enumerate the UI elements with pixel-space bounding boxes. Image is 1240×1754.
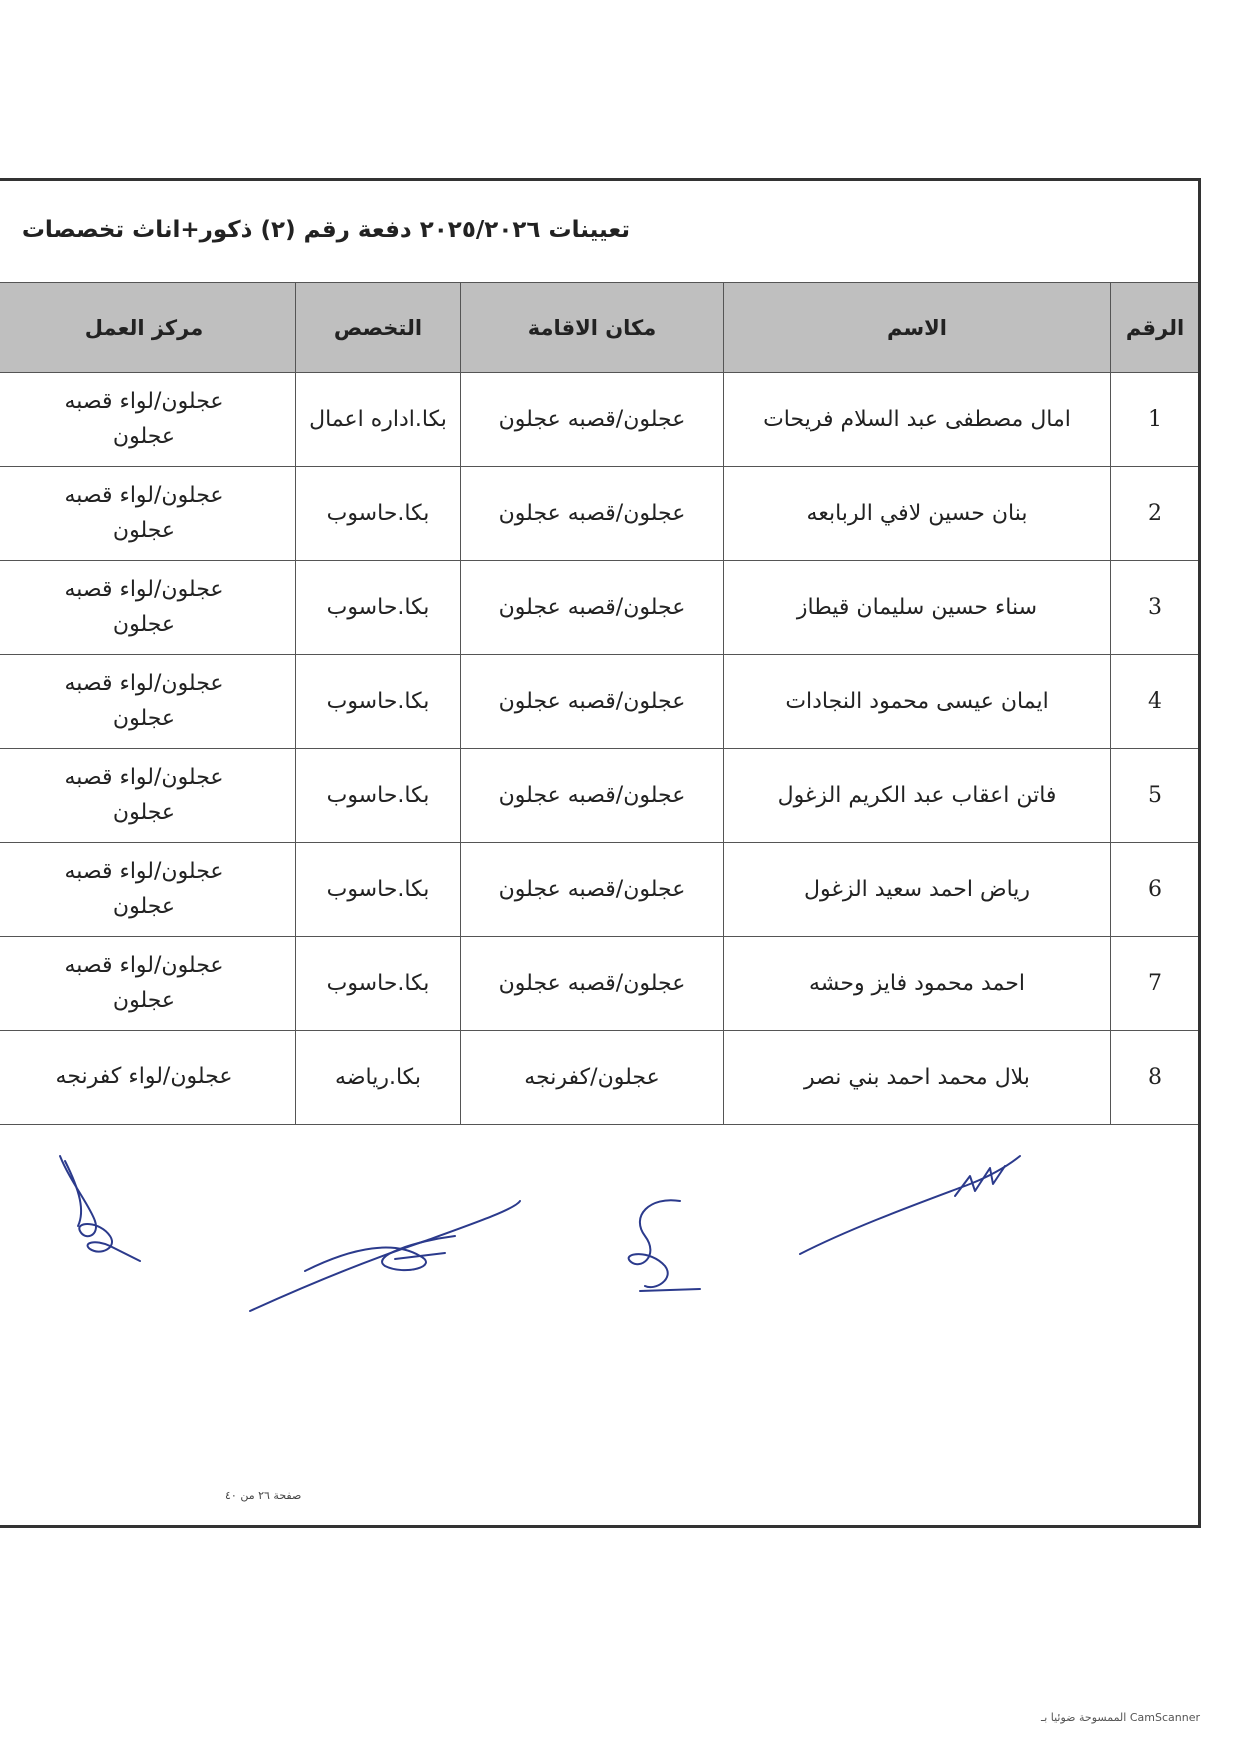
work-center-line1: عجلون/لواء قصبه xyxy=(64,483,224,509)
row-number: 6 xyxy=(1111,843,1200,937)
row-number: 8 xyxy=(1111,1031,1200,1125)
row-specialization: بكا.حاسوب xyxy=(296,467,461,561)
row-name: احمد محمود فايز وحشه xyxy=(724,937,1111,1031)
row-residence: عجلون/قصبه عجلون xyxy=(461,655,724,749)
row-residence: عجلون/قصبه عجلون xyxy=(461,373,724,467)
row-work-center xyxy=(0,749,296,843)
work-center-line2: عجلون xyxy=(112,799,176,825)
header-name: الاسم xyxy=(724,283,1111,373)
work-center-line1: عجلون/لواء قصبه xyxy=(64,953,224,979)
row-residence: عجلون/قصبه عجلون xyxy=(461,843,724,937)
table-row xyxy=(0,373,1200,467)
row-residence: عجلون/قصبه عجلون xyxy=(461,937,724,1031)
work-center-line1: عجلون/لواء قصبه xyxy=(64,671,224,697)
row-name: فاتن اعقاب عبد الكريم الزغول xyxy=(724,749,1111,843)
table-header-row xyxy=(0,283,1200,373)
header-work-center: مركز العمل xyxy=(0,283,296,373)
row-name: بلال محمد احمد بني نصر xyxy=(724,1031,1111,1125)
signature-1-icon xyxy=(40,1151,160,1271)
work-center-line2: عجلون xyxy=(112,517,176,543)
header-number: الرقم xyxy=(1111,283,1200,373)
work-center-line1: عجلون/لواء قصبه xyxy=(64,859,224,885)
row-number: 5 xyxy=(1111,749,1200,843)
row-name: بنان حسين لافي الربابعه xyxy=(724,467,1111,561)
table-row xyxy=(0,937,1200,1031)
document-title: تعيينات ٢٠٢٥/٢٠٢٦ دفعة رقم (٢) ذكور+اناث تخصصات xyxy=(21,217,630,243)
row-work-center xyxy=(0,655,296,749)
work-center-line1: عجلون/لواء قصبه xyxy=(64,577,224,603)
row-work-center xyxy=(0,467,296,561)
row-residence: عجلون/قصبه عجلون xyxy=(461,749,724,843)
row-name: سناء حسين سليمان قيطاز xyxy=(724,561,1111,655)
row-name: امال مصطفى عبد السلام فريحات xyxy=(724,373,1111,467)
table-row xyxy=(0,561,1200,655)
table-row xyxy=(0,1031,1200,1125)
page-number: صفحة ٢٦ من ٤٠ xyxy=(225,1489,302,1502)
row-work-center xyxy=(0,937,296,1031)
row-specialization: بكا.حاسوب xyxy=(296,843,461,937)
work-center-line2: عجلون xyxy=(112,611,176,637)
appointments-table xyxy=(0,282,1200,1125)
row-number: 4 xyxy=(1111,655,1200,749)
row-number: 7 xyxy=(1111,937,1200,1031)
row-name: رياض احمد سعيد الزغول xyxy=(724,843,1111,937)
row-work-center xyxy=(0,1031,296,1125)
scanner-watermark: CamScanner الممسوحة ضوئيا بـ xyxy=(1040,1711,1200,1724)
work-center-line2: عجلون xyxy=(112,423,176,449)
row-specialization: بكا.حاسوب xyxy=(296,655,461,749)
row-number: 2 xyxy=(1111,467,1200,561)
work-center-line1: عجلون/لواء قصبه xyxy=(64,765,224,791)
row-work-center xyxy=(0,561,296,655)
header-specialization: التخصص xyxy=(296,283,461,373)
signature-2-icon xyxy=(245,1171,535,1321)
row-residence: عجلون/قصبه عجلون xyxy=(461,467,724,561)
work-center-line2: عجلون xyxy=(112,705,176,731)
header-residence: مكان الاقامة xyxy=(461,283,724,373)
table-row xyxy=(0,655,1200,749)
document-page xyxy=(0,178,1201,1528)
signature-3-icon xyxy=(610,1191,720,1306)
row-number: 3 xyxy=(1111,561,1200,655)
signature-4-icon xyxy=(795,1146,1025,1261)
row-residence: عجلون/كفرنجه xyxy=(461,1031,724,1125)
row-residence: عجلون/قصبه عجلون xyxy=(461,561,724,655)
table-row xyxy=(0,467,1200,561)
work-center-line2: عجلون xyxy=(112,987,176,1013)
row-specialization: بكا.حاسوب xyxy=(296,561,461,655)
row-specialization: بكا.حاسوب xyxy=(296,937,461,1031)
work-center-line1: عجلون/لواء قصبه xyxy=(64,389,224,415)
table-row xyxy=(0,749,1200,843)
row-specialization: بكا.حاسوب xyxy=(296,749,461,843)
row-name: ايمان عيسى محمود النجادات xyxy=(724,655,1111,749)
work-center-line2: عجلون xyxy=(112,893,176,919)
row-specialization: بكا.رياضه xyxy=(296,1031,461,1125)
row-work-center xyxy=(0,373,296,467)
table-row xyxy=(0,843,1200,937)
work-center-line1: عجلون/لواء كفرنجه xyxy=(55,1064,233,1090)
row-number: 1 xyxy=(1111,373,1200,467)
row-work-center xyxy=(0,843,296,937)
row-specialization: بكا.اداره اعمال xyxy=(296,373,461,467)
